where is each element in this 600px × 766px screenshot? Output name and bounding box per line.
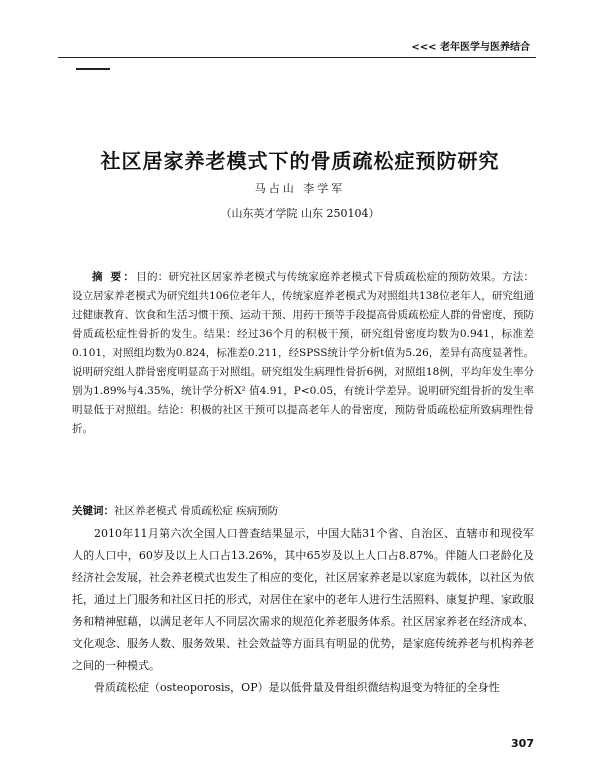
body-text	[72, 523, 534, 699]
article-title: 社区居家养老模式下的骨质疏松症预防研究	[100, 149, 500, 173]
header-accent-rule	[76, 68, 110, 70]
page-number: 307	[511, 737, 534, 750]
body-paragraph-2: 骨质疏松症（osteoporosis，OP）是以低骨量及骨组织微结构退变为特征的全身性	[94, 681, 500, 694]
keywords	[72, 502, 534, 521]
keywords-label: 关键词：	[72, 505, 114, 517]
abstract-text: 目的：研究社区居家养老模式与传统家庭养老模式下骨质疏松症的预防效果。方法：设立居家养老模式为研究组共106位老年人，传统家庭养老模式为对照组共138位老年人，研究组通过健康教育、饮食和生活习惯干预、运动干预、用药干预等手段提高骨质疏松症人群的骨密度，预防骨质疏松症性骨折的发生。结果：经过36个月的积极干预，研究组骨密度均数为0.941，标准差0.101，对照组均数为0.824，标准差0.211，经SPSS统计学分析t值为5.26，差异有高度显著性。说明研究组人群骨密度明显高于对照组。研究组发生病理性骨折6例，对照组18例，平均年发生率分别为1.89%与4.35%，统计学分析X² 值4.91，P<0.05，有统计学差异。说明研究组骨折的发生率明显低于对照组。结论：积极的社区干预可以提高老年人的骨密度，预防骨质疏松症所致病理性骨折。	[72, 271, 535, 435]
abstract	[72, 268, 534, 439]
keywords-text: 社区养老模式 骨质疏松症 疾病预防	[114, 505, 279, 517]
running-header: <<< 老年医学与医养结合	[411, 42, 530, 53]
body-paragraph-1: 2010年11月第六次全国人口普查结果显示，中国大陆31个省、自治区、直辖市和现役军人的人口中，60岁及以上人口占13.26%，其中65岁及以上人口占8.87%。伴随人口老龄化及经济社会发展，社会养老模式也发生了相应的变化，社区居家养老是以家庭为载体，以社区为依托，通过上门服务和社区日托的形式，对居住在家中的老年人进行生活照料、康复护理、家政服务和精神慰藉，以满足老年人不同层次需求的规范化养老服务体系。社区居家养老在经济成本、文化观念、服务人数、服务效果、社会效益等方面具有明显的优势，是家庭传统养老与机构养老之间的一种模式。	[72, 527, 534, 672]
affiliation: （山东英才学院 山东 250104）	[220, 207, 380, 220]
abstract-label: 摘 要：	[92, 271, 137, 283]
authors: 马占山 李学军	[254, 182, 346, 195]
header-rule	[58, 57, 536, 58]
